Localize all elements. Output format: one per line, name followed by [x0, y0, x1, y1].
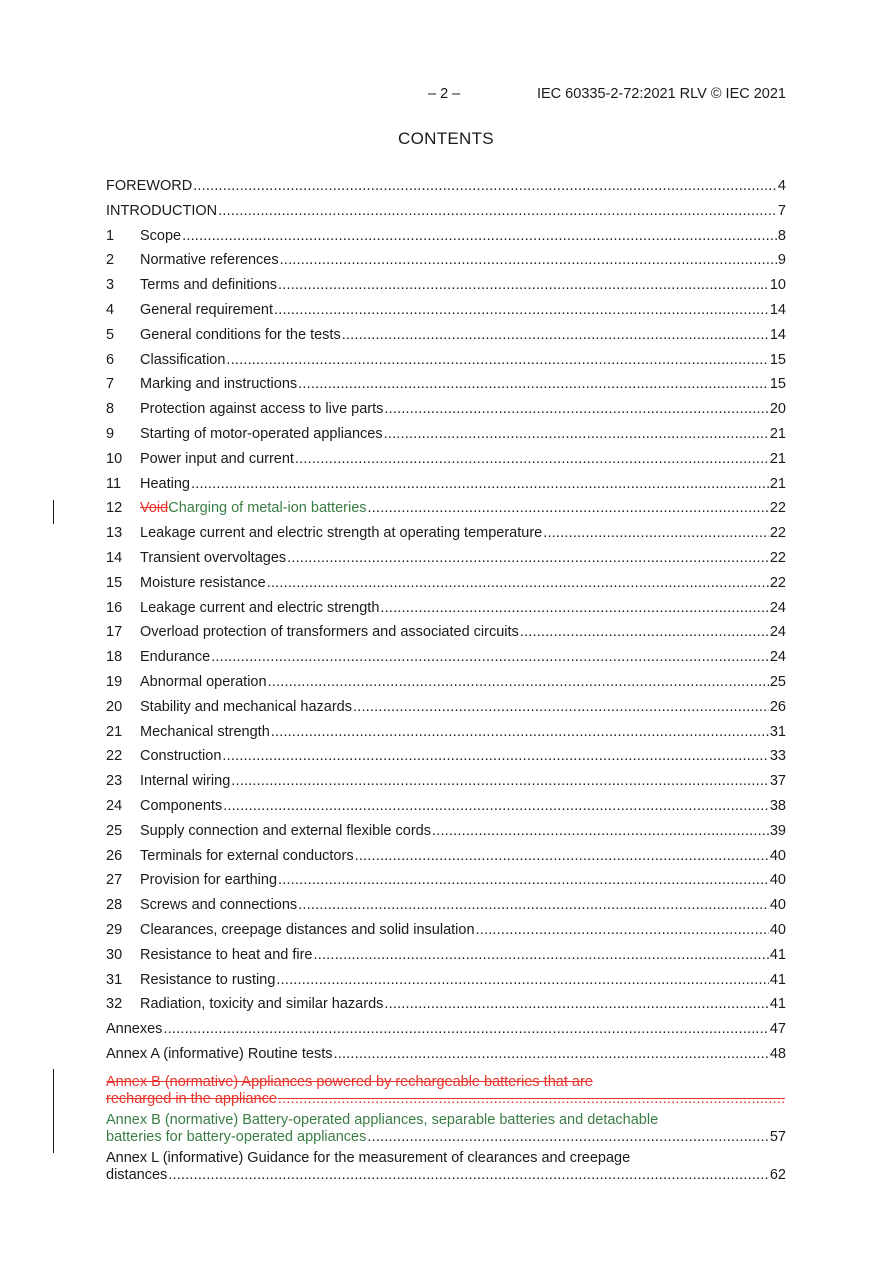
page-title: CONTENTS [398, 129, 494, 148]
toc-entry[interactable] [106, 327, 786, 352]
toc-entry-label: Annexes [106, 1021, 163, 1038]
dot-leader [520, 624, 769, 640]
toc-entry[interactable] [106, 476, 786, 501]
toc-entry-label: General conditions for the tests [140, 326, 341, 343]
toc-entry-label: Construction [140, 748, 222, 765]
dot-leader [191, 476, 769, 492]
toc-entry[interactable] [106, 996, 786, 1021]
toc-entry-number: 28 [106, 897, 123, 914]
toc-entry-label: Terminals for external conductors [140, 847, 354, 864]
toc-entry[interactable] [106, 798, 786, 823]
toc-entry-label: Stability and mechanical hazards [140, 698, 352, 715]
toc-entry-page: 41 [769, 946, 786, 963]
toc-entry-page: 47 [769, 1021, 786, 1038]
toc-entry-page: 22 [769, 549, 786, 566]
toc-entry-number: 25 [106, 822, 123, 839]
toc-entry-page: 4 [777, 178, 786, 194]
toc-entry-page: 62 [769, 1166, 786, 1183]
toc-entry-label: Leakage current and electric strength [140, 599, 380, 616]
toc-entry[interactable] [106, 823, 786, 848]
toc-entry-annex-a[interactable] [106, 1046, 786, 1071]
toc-entry[interactable] [106, 748, 786, 773]
toc-entry-label: FOREWORD [106, 178, 193, 194]
dot-leader [278, 277, 769, 293]
toc-entry-page: 39 [769, 822, 786, 839]
dot-leader [355, 848, 769, 864]
dot-leader [384, 996, 768, 1012]
toc-entry-page: 38 [769, 797, 786, 814]
dot-leader [280, 252, 777, 268]
dot-leader [268, 674, 769, 690]
toc-entry-page: 22 [769, 574, 786, 591]
toc-entry-number: 2 [106, 252, 115, 269]
toc-entry[interactable] [106, 252, 786, 277]
toc-entry-page: 40 [769, 897, 786, 914]
toc-entry[interactable] [106, 277, 786, 302]
toc-entry-number: 31 [106, 971, 123, 988]
toc-entry-label-continued: distances [106, 1166, 168, 1183]
toc-entry-page: 15 [769, 376, 786, 393]
toc-entry-page: 48 [769, 1045, 786, 1062]
toc-entry[interactable] [106, 203, 786, 228]
dot-leader [278, 1091, 785, 1108]
dot-leader [163, 1021, 768, 1037]
toc-entry[interactable] [106, 302, 786, 327]
toc-entry-label: Power input and current [140, 450, 294, 467]
dot-leader [182, 228, 777, 244]
toc-entry[interactable] [106, 550, 786, 575]
toc-entry-number: 5 [106, 326, 115, 343]
toc-entry-label: Endurance [140, 649, 211, 666]
toc-entry[interactable] [106, 525, 786, 550]
toc-entry-deleted-label: Void [140, 500, 169, 517]
toc-entry[interactable] [106, 624, 786, 649]
toc-entry[interactable] [106, 401, 786, 426]
toc-entry-label: Annex B (normative) Appliances powered by rechargeable batteries that are [106, 1073, 593, 1090]
page-header [0, 86, 786, 104]
toc-entry-label: Components [140, 797, 223, 814]
dot-leader [543, 525, 769, 541]
toc-entry-page: 37 [769, 773, 786, 790]
toc-entry-label: Heating [140, 475, 190, 492]
table-of-contents [106, 178, 786, 1188]
toc-entry[interactable] [106, 699, 786, 724]
dot-leader [333, 1046, 768, 1062]
toc-entry-label-continued: recharged in the appliance [106, 1090, 277, 1107]
toc-entry[interactable] [106, 773, 786, 798]
toc-entry-number: 32 [106, 996, 123, 1013]
dot-leader [367, 1129, 769, 1146]
toc-entry-label: Mechanical strength [140, 723, 270, 740]
toc-entry-number: 29 [106, 921, 123, 938]
toc-entry-label: Overload protection of transformers and associated circuits [140, 624, 519, 641]
toc-entry-page: 21 [769, 425, 786, 442]
toc-entry-label: Transient overvoltages [140, 549, 287, 566]
toc-entry-number: 26 [106, 847, 123, 864]
toc-entry-page: 40 [769, 921, 786, 938]
dot-leader [298, 897, 769, 913]
toc-entry-number: 22 [106, 748, 123, 765]
toc-entry[interactable] [106, 352, 786, 377]
dot-leader [276, 972, 768, 988]
toc-entry-page: 26 [769, 698, 786, 715]
toc-entry-label: Terms and definitions [140, 277, 278, 294]
page-number: – 2 – [428, 86, 461, 102]
toc-entry-page: 31 [769, 723, 786, 740]
dot-leader [295, 451, 769, 467]
dot-leader [314, 947, 769, 963]
dot-leader [384, 426, 769, 442]
dot-leader [368, 500, 769, 516]
toc-entry[interactable] [106, 848, 786, 873]
toc-entry-label: Protection against access to live parts [140, 401, 384, 418]
toc-entry-number: 12 [106, 500, 123, 517]
toc-entry[interactable] [106, 922, 786, 947]
dot-leader [226, 352, 768, 368]
dot-leader [432, 823, 769, 839]
toc-entry-label: Scope [140, 227, 182, 244]
toc-entry-page: 41 [769, 971, 786, 988]
change-bar [53, 1069, 54, 1153]
toc-entry-page: 14 [769, 301, 786, 318]
toc-entry-number: 23 [106, 773, 123, 790]
toc-entry[interactable] [106, 674, 786, 699]
toc-entry-number: 15 [106, 574, 123, 591]
toc-entry-annex-b[interactable] [106, 1112, 786, 1146]
toc-entry-page: 21 [769, 450, 786, 467]
toc-entry-label: Abnormal operation [140, 673, 267, 690]
toc-entry-number: 21 [106, 723, 123, 740]
toc-entry-number: 24 [106, 797, 123, 814]
toc-entry-annex-l[interactable] [106, 1150, 786, 1184]
dot-leader [298, 376, 769, 392]
toc-entry-number: 27 [106, 872, 123, 889]
toc-entry-page: 24 [769, 624, 786, 641]
toc-entry-label: Annex A (informative) Routine tests [106, 1045, 333, 1062]
toc-entry-number: 10 [106, 450, 123, 467]
dot-leader [384, 401, 768, 417]
dot-leader [223, 798, 769, 814]
toc-entry[interactable] [106, 178, 786, 203]
toc-entry-label: Marking and instructions [140, 376, 298, 393]
toc-entry-label: Moisture resistance [140, 574, 266, 591]
toc-entry[interactable] [106, 228, 786, 253]
dot-leader [271, 724, 769, 740]
toc-entry-page: 22 [769, 500, 786, 517]
toc-entry[interactable] [106, 872, 786, 897]
toc-entry-number: 30 [106, 946, 123, 963]
toc-entry[interactable] [106, 426, 786, 451]
toc-entry-label-continued: batteries for battery-operated appliances [106, 1128, 367, 1145]
toc-entry-label: Leakage current and electric strength at operating temperature [140, 525, 543, 542]
toc-entry[interactable] [106, 600, 786, 625]
toc-entry[interactable] [106, 451, 786, 476]
toc-entry-label: Screws and connections [140, 897, 298, 914]
toc-entry-number: 20 [106, 698, 123, 715]
toc-entry-label: Starting of motor-operated appliances [140, 425, 383, 442]
toc-entry-annex-b-deleted[interactable] [106, 1074, 786, 1108]
dot-leader [287, 550, 769, 566]
toc-entry-label: INTRODUCTION [106, 202, 218, 219]
toc-entry-label: Annex B (normative) Battery-operated appliances, separable batteries and detachable [106, 1111, 659, 1128]
toc-entry-number: 14 [106, 549, 123, 566]
toc-entry-number: 7 [106, 376, 115, 393]
toc-entry-label: Clearances, creepage distances and solid insulation [140, 921, 475, 938]
toc-entry-page: 7 [777, 202, 786, 219]
dot-leader [168, 1167, 769, 1184]
toc-entry-label: Internal wiring [140, 773, 231, 790]
toc-entry-page: 40 [769, 872, 786, 889]
toc-entry[interactable] [106, 947, 786, 972]
toc-entry-page: 25 [769, 673, 786, 690]
toc-entry-label: Annex L (informative) Guidance for the measurement of clearances and creepage [106, 1149, 631, 1166]
toc-entry-page: 22 [769, 525, 786, 542]
toc-entry-page: 40 [769, 847, 786, 864]
toc-entry-annexes[interactable] [106, 1021, 786, 1046]
dot-leader [218, 203, 777, 219]
toc-entry-number: 1 [106, 227, 115, 244]
dot-leader [211, 649, 769, 665]
toc-entry[interactable] [106, 575, 786, 600]
toc-entry-label: Supply connection and external flexible cords [140, 822, 431, 839]
toc-entry-number: 9 [106, 425, 115, 442]
dot-leader [267, 575, 769, 591]
toc-entry[interactable] [106, 972, 786, 997]
toc-entry-page: 57 [769, 1128, 786, 1145]
toc-entry[interactable] [106, 500, 786, 525]
toc-entry-label: General requirement [140, 301, 273, 318]
toc-entry-label: Resistance to heat and fire [140, 946, 313, 963]
toc-entry-label: Charging of metal-ion batteries [168, 500, 367, 517]
dot-leader [222, 748, 768, 764]
dot-leader [278, 872, 769, 888]
dot-leader [231, 773, 769, 789]
toc-entry-label: Provision for earthing [140, 872, 278, 889]
toc-entry-page: 41 [769, 996, 786, 1013]
toc-entry-page: 14 [769, 326, 786, 343]
toc-entry-page: 21 [769, 475, 786, 492]
toc-entry-number: 3 [106, 277, 115, 294]
dot-leader [274, 302, 769, 318]
toc-entry-number: 16 [106, 599, 123, 616]
toc-entry-page: 24 [769, 599, 786, 616]
toc-entry-number: 11 [106, 475, 122, 492]
toc-entry-number: 6 [106, 351, 115, 368]
toc-entry-page: 15 [769, 351, 786, 368]
toc-entry-page: 20 [769, 401, 786, 418]
toc-entry-number: 8 [106, 401, 115, 418]
toc-entry-label: Resistance to rusting [140, 971, 276, 988]
toc-entry[interactable] [106, 376, 786, 401]
toc-entry-number: 4 [106, 301, 115, 318]
dot-leader [353, 699, 769, 715]
dot-leader [342, 327, 769, 343]
document-reference: IEC 60335-2-72:2021 RLV © IEC 2021 [536, 86, 786, 102]
toc-entry-page: 10 [769, 277, 786, 294]
toc-entry-number: 17 [106, 624, 123, 641]
dot-leader [193, 178, 777, 194]
dot-leader [380, 600, 768, 616]
toc-entry-label: Normative references [140, 252, 279, 269]
toc-entry-number: 13 [106, 525, 123, 542]
toc-entry-page: 8 [777, 227, 786, 244]
toc-entry-label: Classification [140, 351, 226, 368]
change-bar [53, 500, 54, 524]
toc-entry-number: 18 [106, 649, 123, 666]
toc-entry[interactable] [106, 724, 786, 749]
toc-entry-page: 33 [769, 748, 786, 765]
dot-leader [476, 922, 769, 938]
toc-entry-page: 24 [769, 649, 786, 666]
toc-entry-number: 19 [106, 673, 123, 690]
toc-entry[interactable] [106, 649, 786, 674]
toc-entry[interactable] [106, 897, 786, 922]
toc-entry-page: 9 [777, 252, 786, 269]
toc-entry-label: Radiation, toxicity and similar hazards [140, 996, 384, 1013]
